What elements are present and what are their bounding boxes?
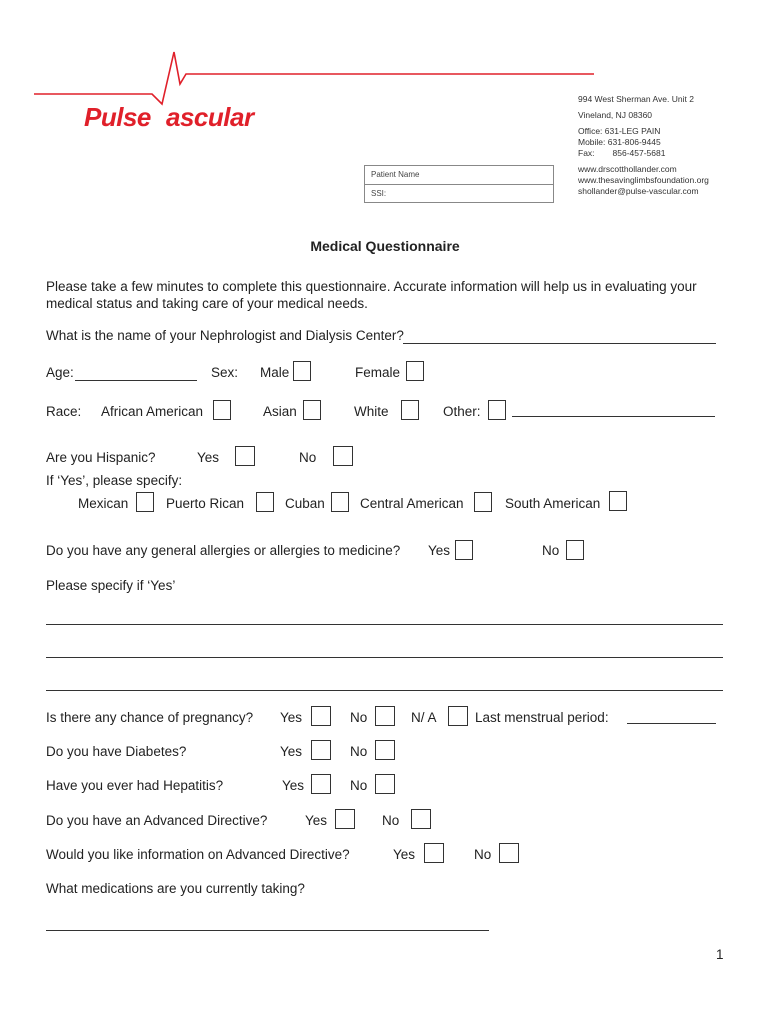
diabetes-question: Do you have Diabetes? <box>46 744 187 759</box>
medications-question: What medications are you currently taking? <box>46 881 305 896</box>
hispanic-puerto-rican-checkbox[interactable] <box>256 492 274 512</box>
hispanic-puerto-rican-label: Puerto Rican <box>166 496 245 511</box>
pregnancy-no-label: No <box>350 710 368 725</box>
age-label: Age: <box>46 365 74 380</box>
diabetes-no-label: No <box>350 744 368 759</box>
address-line-2: Vineland, NJ 08360 <box>578 110 653 120</box>
hispanic-south-american-checkbox[interactable] <box>609 491 627 511</box>
allergies-no-label: No <box>542 543 560 558</box>
directive-info-yes-checkbox[interactable] <box>424 843 444 863</box>
hepatitis-no-checkbox[interactable] <box>375 774 395 794</box>
office-phone: Office: 631-LEG PAIN <box>578 126 661 136</box>
hispanic-mexican-label: Mexican <box>78 496 129 511</box>
directive-no-checkbox[interactable] <box>411 809 431 829</box>
hispanic-mexican-checkbox[interactable] <box>136 492 154 512</box>
allergies-specify-label: Please specify if ‘Yes’ <box>46 578 176 593</box>
race-african-american-label: African American <box>101 404 204 419</box>
race-african-american-checkbox[interactable] <box>213 400 231 420</box>
directive-question: Do you have an Advanced Directive? <box>46 813 268 828</box>
pregnancy-na-checkbox[interactable] <box>448 706 468 726</box>
email-link[interactable]: shollander@pulse-vascular.com <box>578 186 699 196</box>
sex-label: Sex: <box>211 365 239 380</box>
ssi-field[interactable] <box>365 185 553 203</box>
sex-male-label: Male <box>260 365 290 380</box>
hispanic-central-american-checkbox[interactable] <box>474 492 492 512</box>
pregnancy-yes-label: Yes <box>280 710 303 725</box>
allergies-specify-line-1[interactable] <box>46 624 723 625</box>
logo-text-vascular: ascular <box>166 102 254 132</box>
patient-name-field[interactable] <box>365 166 553 185</box>
race-asian-checkbox[interactable] <box>303 400 321 420</box>
pregnancy-question: Is there any chance of pregnancy? <box>46 710 254 725</box>
hispanic-question: Are you Hispanic? <box>46 450 156 465</box>
hispanic-specify: If ‘Yes’, please specify: <box>46 473 183 488</box>
hispanic-no-label: No <box>299 450 317 465</box>
intro-line-2: medical status and taking care of your medical needs. <box>46 296 368 311</box>
nephrologist-input[interactable] <box>403 343 716 344</box>
pregnancy-lmp-input[interactable] <box>627 723 716 724</box>
hepatitis-question: Have you ever had Hepatitis? <box>46 778 224 793</box>
pregnancy-lmp-label: Last menstrual period: <box>475 710 609 725</box>
sex-female-label: Female <box>355 365 401 380</box>
page-number: 1 <box>716 947 724 962</box>
sex-male-checkbox[interactable] <box>293 361 311 381</box>
hepatitis-yes-checkbox[interactable] <box>311 774 331 794</box>
directive-info-yes-label: Yes <box>393 847 416 862</box>
allergies-no-checkbox[interactable] <box>566 540 584 560</box>
hepatitis-no-label: No <box>350 778 368 793</box>
race-white-label: White <box>354 404 389 419</box>
allergies-specify-line-3[interactable] <box>46 690 723 691</box>
allergies-yes-label: Yes <box>428 543 451 558</box>
pregnancy-no-checkbox[interactable] <box>375 706 395 726</box>
hispanic-cuban-label: Cuban <box>285 496 325 511</box>
hispanic-cuban-checkbox[interactable] <box>331 492 349 512</box>
medications-input[interactable] <box>46 930 489 931</box>
address-line-1: 994 West Sherman Ave. Unit 2 <box>578 94 694 104</box>
allergies-question: Do you have any general allergies or allergies to medicine? <box>46 543 401 558</box>
logo-text-pulse: Pulse <box>84 102 151 132</box>
nephrologist-question: What is the name of your Nephrologist and Dialysis Center? <box>46 328 404 343</box>
hispanic-yes-checkbox[interactable] <box>235 446 255 466</box>
hispanic-central-american-label: Central American <box>360 496 464 511</box>
race-asian-label: Asian <box>263 404 297 419</box>
logo <box>34 44 594 144</box>
race-other-label: Other: <box>443 404 481 419</box>
race-other-input[interactable] <box>512 416 715 417</box>
directive-info-question: Would you like information on Advanced Directive? <box>46 847 350 862</box>
allergies-specify-line-2[interactable] <box>46 657 723 658</box>
hispanic-no-checkbox[interactable] <box>333 446 353 466</box>
pregnancy-yes-checkbox[interactable] <box>311 706 331 726</box>
patient-name-label: Patient Name <box>371 170 420 179</box>
pregnancy-na-label: N/ A <box>411 710 437 725</box>
intro-line-1: Please take a few minutes to complete this questionnaire. Accurate information will help us in evaluating your <box>46 279 697 294</box>
foundation-link[interactable]: www.thesavinglimbsfoundation.org <box>578 175 709 185</box>
website-link[interactable]: www.drscotthollander.com <box>578 164 677 174</box>
directive-yes-checkbox[interactable] <box>335 809 355 829</box>
directive-info-no-checkbox[interactable] <box>499 843 519 863</box>
hispanic-yes-label: Yes <box>197 450 220 465</box>
directive-yes-label: Yes <box>305 813 328 828</box>
address-block <box>578 94 709 197</box>
race-other-checkbox[interactable] <box>488 400 506 420</box>
age-input[interactable] <box>75 380 197 381</box>
diabetes-no-checkbox[interactable] <box>375 740 395 760</box>
directive-no-label: No <box>382 813 400 828</box>
ssi-label: SSI: <box>371 189 387 198</box>
patient-info-box <box>364 165 554 203</box>
hispanic-south-american-label: South American <box>505 496 601 511</box>
diabetes-yes-checkbox[interactable] <box>311 740 331 760</box>
allergies-yes-checkbox[interactable] <box>455 540 473 560</box>
mobile-phone: Mobile: 631-806-9445 <box>578 137 661 147</box>
sex-female-checkbox[interactable] <box>406 361 424 381</box>
race-white-checkbox[interactable] <box>401 400 419 420</box>
hepatitis-yes-label: Yes <box>282 778 305 793</box>
diabetes-yes-label: Yes <box>280 744 303 759</box>
race-label: Race: <box>46 404 82 419</box>
fax-line: Fax: 856-457-5681 <box>578 148 666 158</box>
directive-info-no-label: No <box>474 847 492 862</box>
page-title: Medical Questionnaire <box>310 238 460 254</box>
